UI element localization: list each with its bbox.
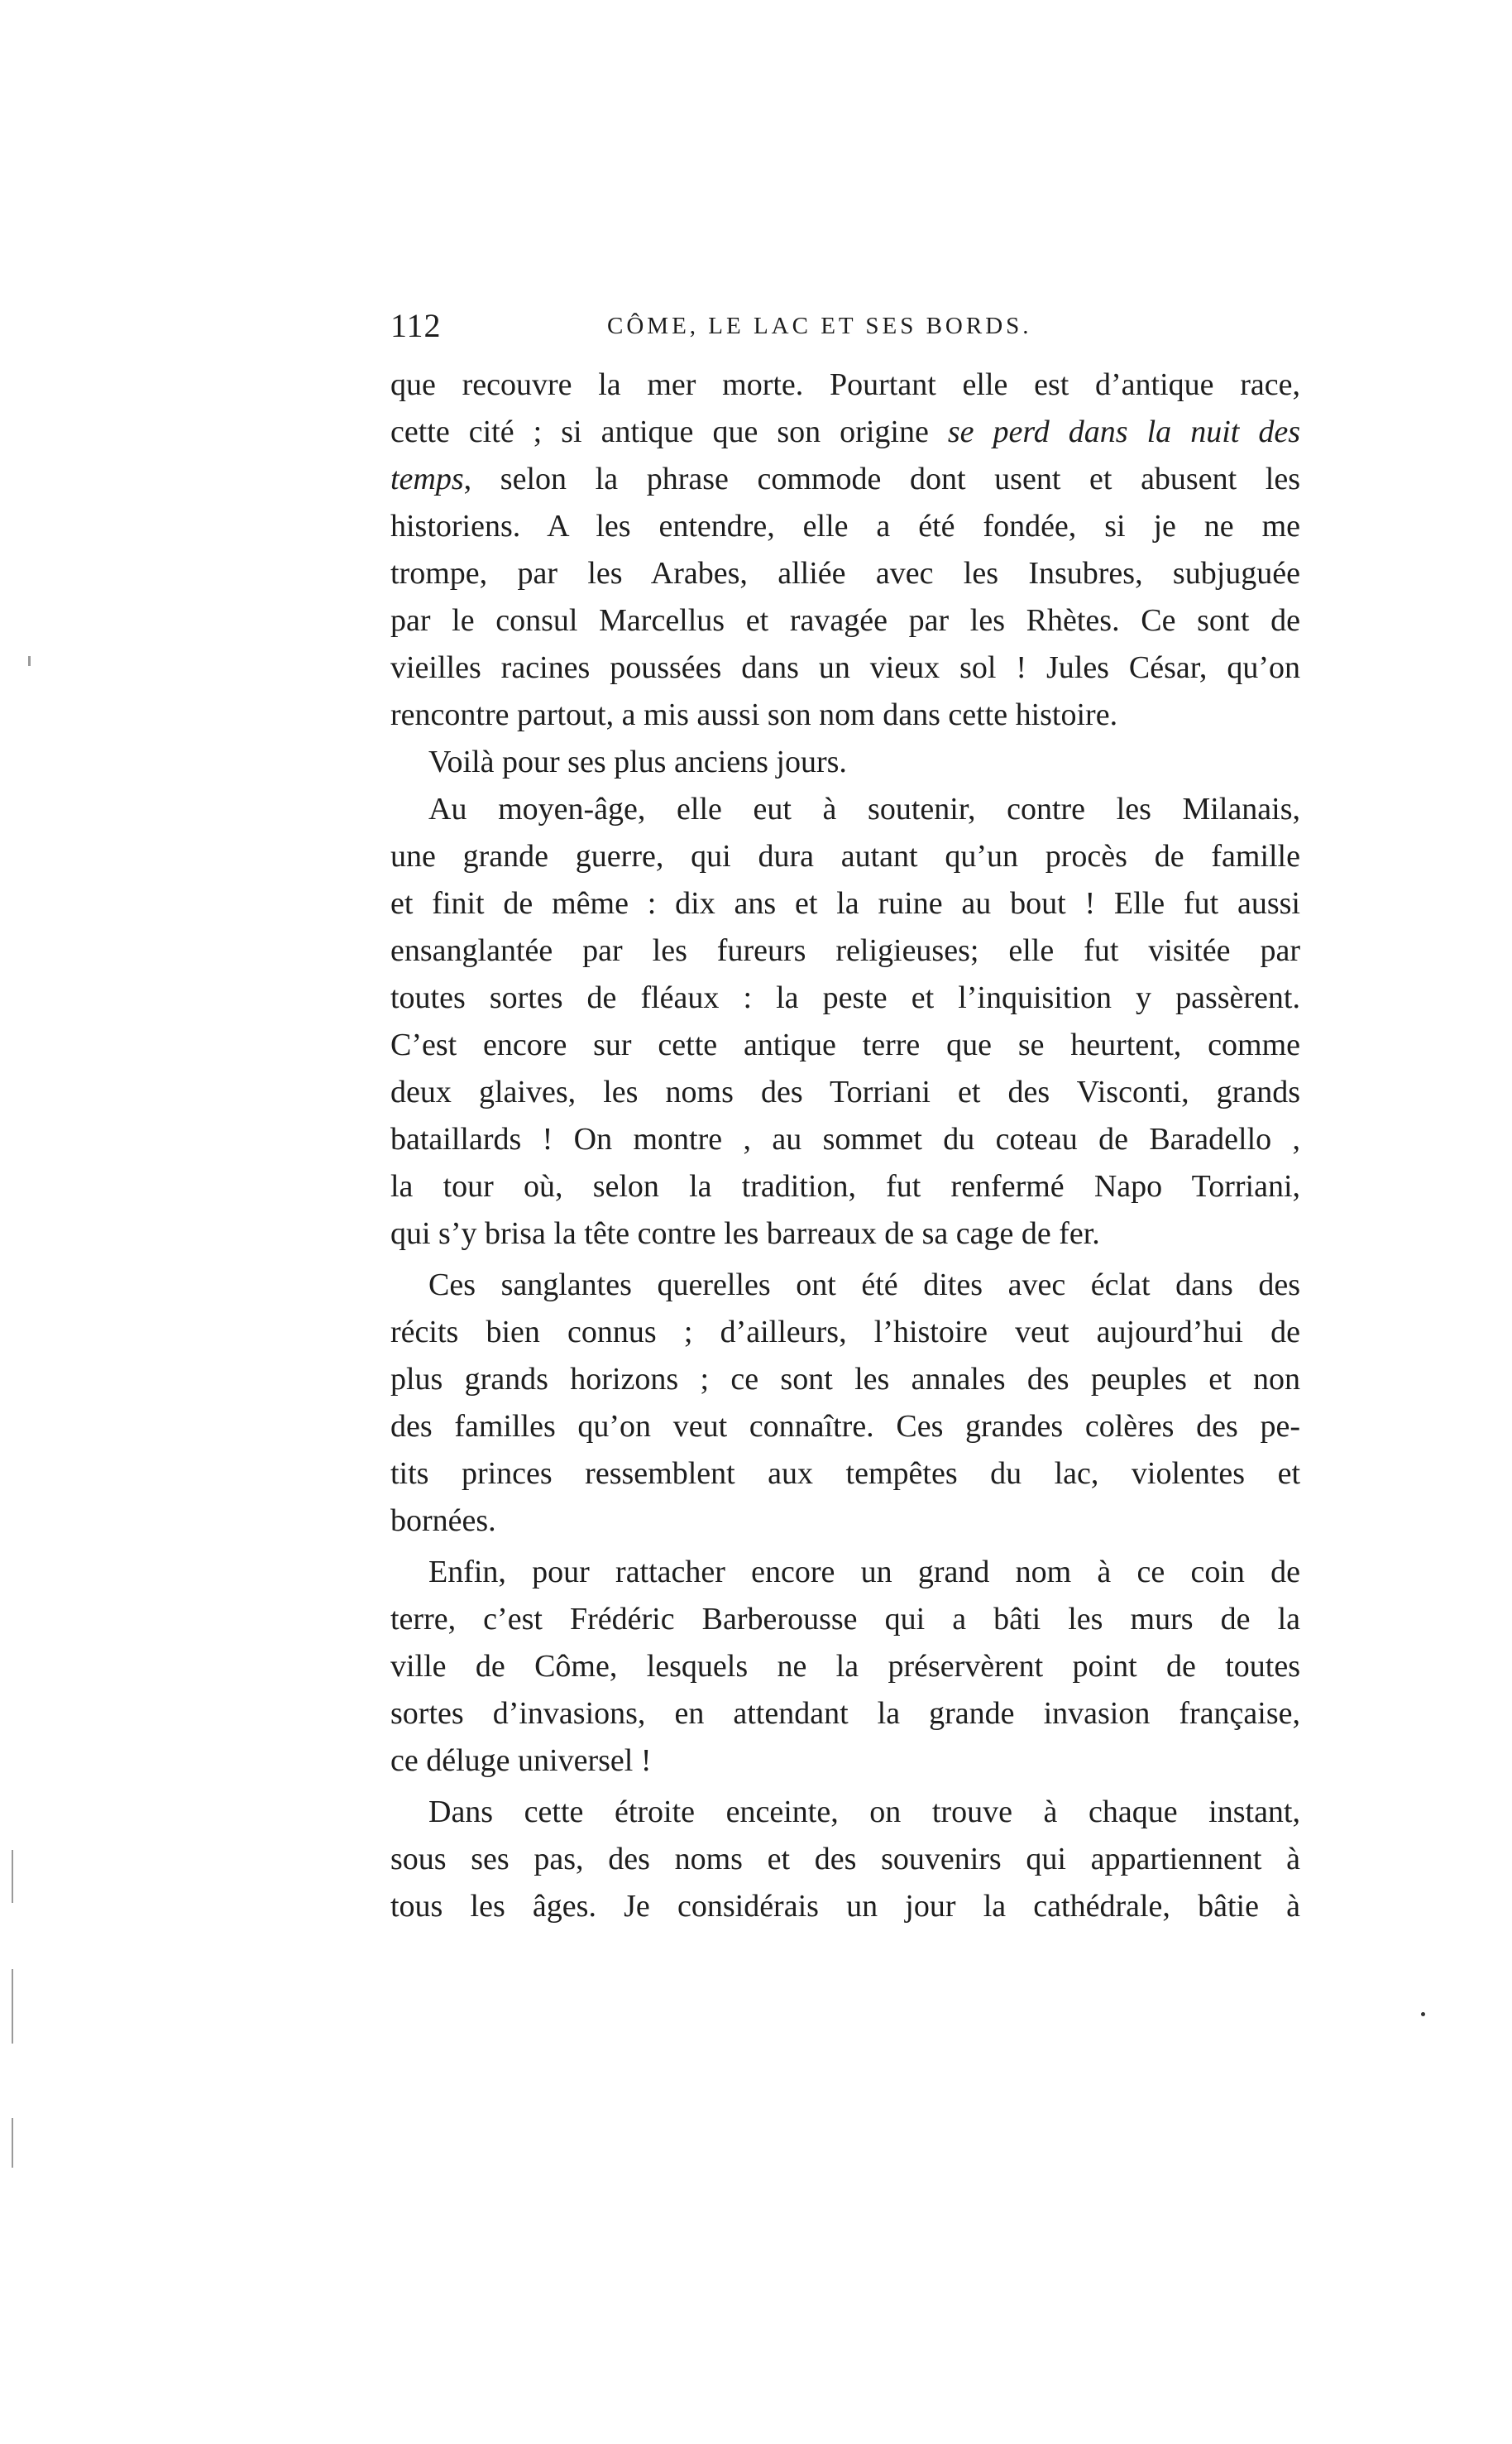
text-line (390, 645, 1300, 692)
text-segment: tous les âges. Je considérais un jour la cathédrale, bâtie à (390, 1889, 1300, 1924)
text-line (390, 1883, 1300, 1930)
text-line (390, 1690, 1300, 1737)
text-line (390, 503, 1300, 550)
text-line (390, 1737, 1300, 1785)
text-segment: la tour où, selon la tradition, fut renfermé Napo Torriani, (390, 1169, 1300, 1204)
text-line (390, 739, 1300, 786)
scan-mark (28, 656, 31, 666)
text-segment: ensanglantée par les fureurs religieuses; elle fut visitée par (390, 933, 1300, 968)
text-segment: Dans cette étroite enceinte, on trouve à chaque instant, (428, 1795, 1300, 1829)
text-segment: , selon la phrase commode dont usent et abusent les (463, 462, 1300, 496)
text-line (390, 550, 1300, 597)
body-text (390, 362, 1300, 1930)
text-line (390, 1116, 1300, 1163)
text-line (390, 1022, 1300, 1069)
text-segment: récits bien connus ; d’ailleurs, l’histoire veut aujourd’hui de (390, 1315, 1300, 1349)
text-segment: Enfin, pour rattacher encore un grand nom à ce coin de (428, 1555, 1300, 1589)
text-line (390, 1163, 1300, 1210)
text-line (390, 786, 1300, 833)
text-line (390, 927, 1300, 975)
scan-mark (12, 2118, 13, 2168)
italic-text: se perd dans la nuit des (947, 415, 1301, 449)
text-segment: historiens. A les entendre, elle a été fondée, si je ne me (390, 509, 1300, 544)
scan-mark (1421, 2012, 1425, 2016)
text-line (390, 1643, 1300, 1690)
text-line (390, 409, 1300, 456)
text-line (390, 1309, 1300, 1356)
text-segment: Au moyen-âge, elle eut à soutenir, contre les Milanais, (428, 792, 1300, 827)
text-line (390, 880, 1300, 927)
text-segment: par le consul Marcellus et ravagée par les Rhètes. Ce sont de (390, 603, 1300, 638)
text-line (390, 1450, 1300, 1498)
text-line (390, 597, 1300, 645)
text-line (390, 1069, 1300, 1116)
page-number: 112 (390, 307, 442, 344)
running-head: CÔME, LE LAC ET SES BORDS. (607, 313, 1032, 339)
page-header (390, 306, 1309, 349)
text-line (390, 1836, 1300, 1883)
text-segment: terre, c’est Frédéric Barberousse qui a bâti les murs de la (390, 1602, 1300, 1637)
text-segment: des familles qu’on veut connaître. Ces grandes colères des pe- (390, 1409, 1300, 1444)
text-segment: Voilà pour ses plus anciens jours. (428, 745, 847, 779)
scan-mark (12, 1850, 13, 1903)
scan-mark (12, 1969, 13, 2044)
text-line (390, 362, 1300, 409)
text-segment: bataillards ! On montre , au sommet du coteau de Baradello , (390, 1122, 1300, 1157)
text-line (390, 1356, 1300, 1403)
text-segment: qui s’y brisa la tête contre les barreaux de sa cage de fer. (390, 1216, 1100, 1251)
text-segment: sortes d’invasions, en attendant la grande invasion française, (390, 1696, 1300, 1731)
text-line (390, 1403, 1300, 1450)
text-segment: deux glaives, les noms des Torriani et des Visconti, grands (390, 1075, 1300, 1109)
text-segment: vieilles racines poussées dans un vieux sol ! Jules César, qu’on (390, 650, 1300, 685)
text-segment: cette cité ; si antique que son origine (390, 415, 948, 449)
text-segment: ville de Côme, lesquels ne la préservèrent point de toutes (390, 1649, 1300, 1684)
text-line (390, 975, 1300, 1022)
text-segment: sous ses pas, des noms et des souvenirs qui appartiennent à (390, 1842, 1300, 1876)
text-segment: plus grands horizons ; ce sont les annales des peuples et non (390, 1362, 1300, 1397)
text-segment: et finit de même : dix ans et la ruine au bout ! Elle fut aussi (390, 886, 1300, 921)
text-line (390, 833, 1300, 880)
text-segment: Ces sanglantes querelles ont été dites avec éclat dans des (428, 1268, 1300, 1302)
text-segment: que recouvre la mer morte. Pourtant elle est d’antique race, (390, 367, 1300, 402)
text-segment: une grande guerre, qui dura autant qu’un procès de famille (390, 839, 1300, 874)
text-segment: toutes sortes de fléaux : la peste et l’inquisition y passèrent. (390, 980, 1300, 1015)
text-segment: tits princes ressemblent aux tempêtes du lac, violentes et (390, 1456, 1300, 1491)
text-line (390, 456, 1300, 503)
text-line (390, 692, 1300, 739)
text-segment: C’est encore sur cette antique terre que se heurtent, comme (390, 1028, 1300, 1062)
text-line (390, 1549, 1300, 1596)
text-segment: bornées. (390, 1503, 496, 1538)
text-line (390, 1262, 1300, 1309)
text-line (390, 1789, 1300, 1836)
text-line (390, 1596, 1300, 1643)
text-line (390, 1498, 1300, 1545)
text-line (390, 1210, 1300, 1258)
text-segment: ce déluge universel ! (390, 1743, 652, 1778)
text-segment: trompe, par les Arabes, alliée avec les Insubres, subjuguée (390, 556, 1300, 591)
italic-text: temps (390, 462, 464, 496)
text-segment: rencontre partout, a mis aussi son nom dans cette histoire. (390, 697, 1118, 732)
